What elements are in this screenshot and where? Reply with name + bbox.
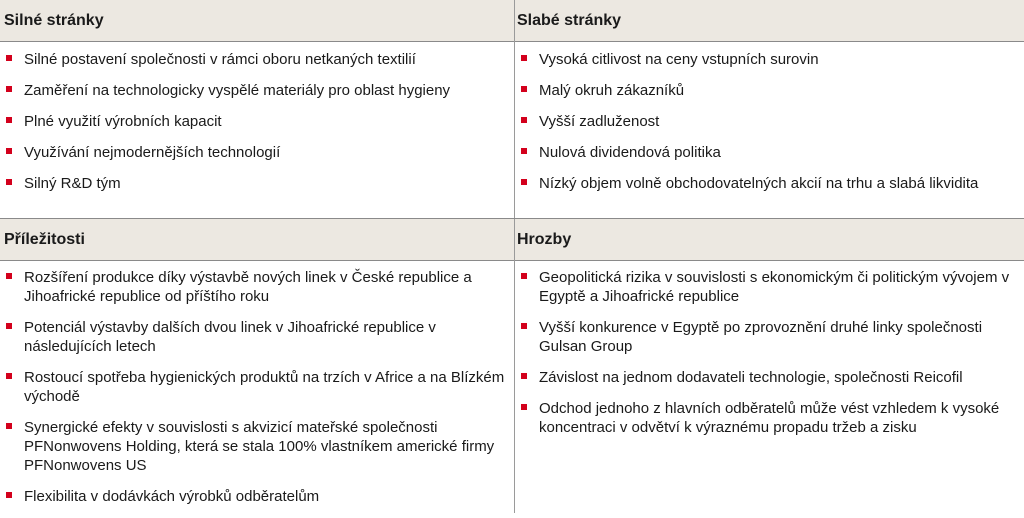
list-item-text: Rostoucí spotřeba hygienických produktů na trzích v Africe a na Blízkém východě: [24, 369, 505, 405]
list-item: [521, 368, 1021, 387]
list-item: [521, 50, 1021, 69]
list-item: [6, 487, 511, 506]
list-item-text: Plné využití výrobních kapacit: [24, 113, 222, 130]
bullet-icon: [6, 55, 12, 61]
list-item: [521, 268, 1021, 306]
strengths-header: Silné stránky: [0, 0, 514, 42]
bullet-icon: [6, 492, 12, 498]
bullet-icon: [6, 273, 12, 279]
list-item: [6, 174, 511, 193]
bullet-icon: [6, 179, 12, 185]
list-item: [521, 174, 1021, 193]
bullet-icon: [6, 423, 12, 429]
list-item: [6, 143, 511, 162]
list-item-text: Malý okruh zákazníků: [539, 82, 685, 99]
list-item: [6, 81, 511, 100]
list-item: [6, 418, 511, 475]
bullet-icon: [6, 86, 12, 92]
list-item: [521, 81, 1021, 100]
threats-header: Hrozby: [515, 219, 1024, 261]
list-item-text: Geopolitická rizika v souvislosti s ekonomickým či politickým vývojem v Egyptě a Jihoafrické republice: [539, 269, 1010, 305]
row-divider: [0, 218, 1024, 219]
opportunities-list: [6, 268, 511, 518]
list-item: [6, 50, 511, 69]
bullet-icon: [6, 323, 12, 329]
list-item-text: Odchod jednoho z hlavních odběratelů může vést vzhledem k vysoké koncentraci v odvětví k výraznému propadu tržeb a zisku: [539, 400, 1000, 436]
list-item: [6, 112, 511, 131]
weaknesses-header: Slabé stránky: [515, 0, 1024, 42]
list-item: [6, 318, 511, 356]
bullet-icon: [6, 373, 12, 379]
list-item-text: Nízký objem volně obchodovatelných akcií na trhu a slabá likvidita: [539, 175, 979, 192]
list-item: [521, 112, 1021, 131]
strengths-list: [6, 50, 511, 205]
bullet-icon: [521, 117, 527, 123]
weaknesses-list: [521, 50, 1021, 205]
list-item-text: Vysoká citlivost na ceny vstupních surovin: [539, 51, 819, 68]
list-item-text: Vyšší konkurence v Egyptě po zprovoznění druhé linky společnosti Gulsan Group: [539, 319, 983, 355]
bullet-icon: [521, 373, 527, 379]
list-item: [521, 143, 1021, 162]
bullet-icon: [521, 179, 527, 185]
opportunities-header: Příležitosti: [0, 219, 514, 261]
list-item-text: Zaměření na technologicky vyspělé materiály pro oblast hygieny: [24, 82, 451, 99]
column-divider: [514, 0, 515, 513]
list-item: [521, 318, 1021, 356]
bullet-icon: [521, 148, 527, 154]
list-item-text: Vyšší zadluženost: [539, 113, 660, 130]
list-item-text: Silný R&D tým: [24, 175, 121, 192]
bullet-icon: [6, 148, 12, 154]
list-item-text: Využívání nejmodernějších technologií: [24, 144, 281, 161]
bullet-icon: [6, 117, 12, 123]
bullet-icon: [521, 323, 527, 329]
list-item-text: Závislost na jednom dodavateli technologie, společnosti Reicofil: [539, 369, 963, 386]
bullet-icon: [521, 86, 527, 92]
list-item-text: Potenciál výstavby dalších dvou linek v Jihoafrické republice v následujících letech: [24, 319, 436, 355]
bullet-icon: [521, 55, 527, 61]
list-item: [6, 368, 511, 406]
list-item-text: Flexibilita v dodávkách výrobků odběratelům: [24, 488, 320, 505]
list-item: [521, 399, 1021, 437]
list-item-text: Synergické efekty v souvislosti s akvizicí mateřské společnosti PFNonwovens Holding, která se stala 100% vlastníkem americké firmy PFNonwovens US: [24, 419, 495, 474]
list-item-text: Rozšíření produkce díky výstavbě nových linek v České republice a Jihoafrické republice od příštího roku: [24, 269, 472, 305]
bullet-icon: [521, 404, 527, 410]
list-item-text: Silné postavení společnosti v rámci oboru netkaných textilií: [24, 51, 416, 68]
list-item: [6, 268, 511, 306]
bullet-icon: [521, 273, 527, 279]
list-item-text: Nulová dividendová politika: [539, 144, 721, 161]
threats-list: [521, 268, 1021, 449]
